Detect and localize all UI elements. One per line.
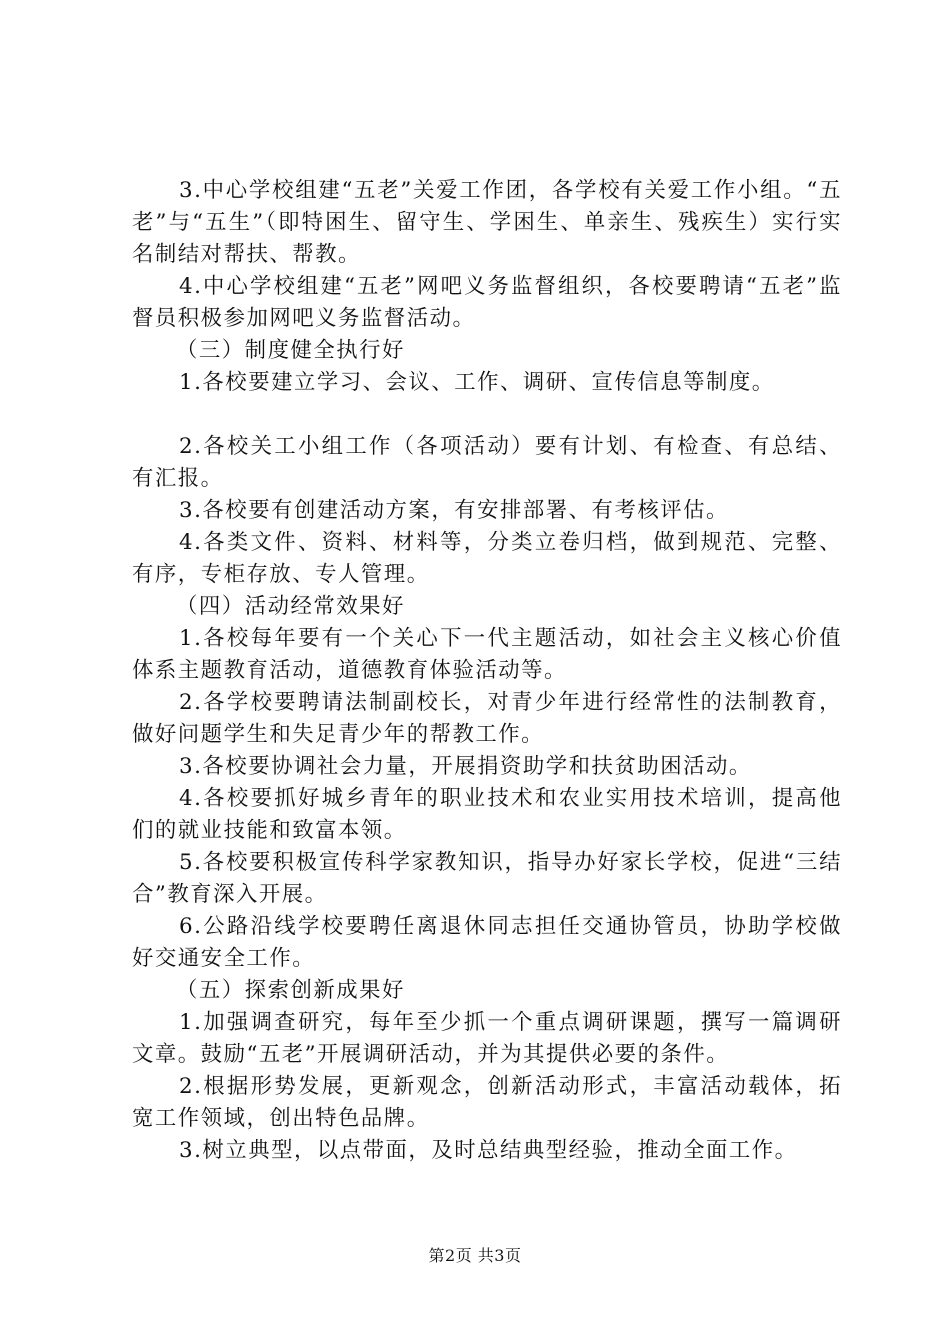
body-paragraph: 1.加强调查研究，每年至少抓一个重点调研课题，撰写一篇调研文章。鼓励“五老”开展调研活动，并为其提供必要的条件。 [132,1010,842,1067]
body-paragraph: 3.树立典型，以点带面，及时总结典型经验，推动全面工作。 [179,1138,798,1163]
body-paragraph: 1.各校要建立学习、会议、工作、调研、宣传信息等制度。 [179,370,775,395]
section-heading: （五）探索创新成果好 [176,978,405,1003]
body-paragraph: 5.各校要积极宣传科学家教知识，指导办好家长学校，促进“三结合”教育深入开展。 [132,850,842,907]
body-paragraph: 4.各类文件、资料、材料等，分类立卷归档，做到规范、完整、有序，专柜存放、专人管理。 [132,530,842,587]
body-paragraph: 2.各校关工小组工作（各项活动）要有计划、有检查、有总结、有汇报。 [132,434,842,491]
document-body [132,175,842,1167]
page-footer: 第2页 共3页 [428,1246,522,1265]
section-heading: （三）制度健全执行好 [176,338,405,363]
body-paragraph: 4.各校要抓好城乡青年的职业技术和农业实用技术培训，提高他们的就业技能和致富本领。 [132,786,842,843]
body-paragraph: 2.各学校要聘请法制副校长，对青少年进行经常性的法制教育，做好问题学生和失足青少年的帮教工作。 [132,690,842,747]
body-paragraph: 6.公路沿线学校要聘任离退休同志担任交通协管员，协助学校做好交通安全工作。 [132,914,842,971]
body-paragraph: 3.中心学校组建“五老”关爱工作团，各学校有关爱工作小组。“五老”与“五生”（即特困生、留守生、学困生、单亲生、残疾生）实行实名制结对帮扶、帮教。 [132,178,842,267]
body-paragraph: 2.根据形势发展，更新观念，创新活动形式，丰富活动载体，拓宽工作领域，创出特色品牌。 [132,1074,842,1131]
body-paragraph: 4.中心学校组建“五老”网吧义务监督组织，各校要聘请“五老”监督员积极参加网吧义务监督活动。 [132,274,842,331]
body-paragraph: 1.各校每年要有一个关心下一代主题活动，如社会主义核心价值体系主题教育活动，道德教育体验活动等。 [132,626,842,683]
section-heading: （四）活动经常效果好 [176,594,405,619]
body-paragraph: 3.各校要有创建活动方案，有安排部署、有考核评估。 [179,498,729,523]
blank-line [132,399,842,431]
body-paragraph: 3.各校要协调社会力量，开展捐资助学和扶贫助困活动。 [179,754,752,779]
